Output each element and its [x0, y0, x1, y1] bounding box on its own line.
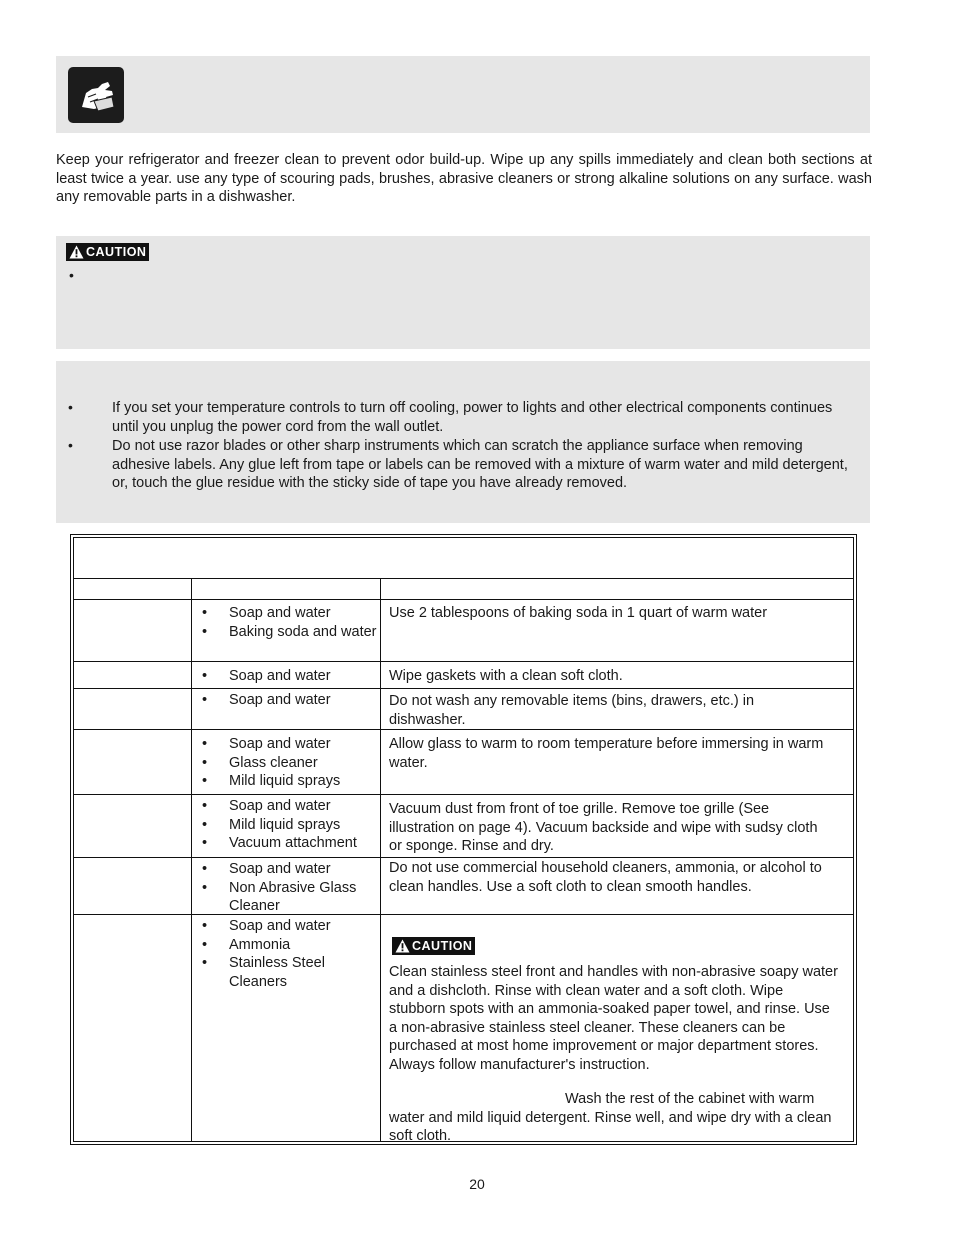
table-column-rule — [380, 578, 381, 1141]
row-4-directions: Allow glass to warm to room temperature before immersing in warm water. — [389, 736, 824, 771]
row-2-cleaning-agents — [195, 667, 380, 686]
note-bullet: • — [68, 437, 73, 453]
row-5-directions: Vacuum dust from front of toe grille. Remove toe grille (See illustration on page 4). Vacuum backside and wipe with sudsy cloth or sponge. Rinse and dry. — [389, 801, 818, 854]
caution-band — [56, 236, 870, 349]
list-item: • Stainless Steel Cleaners — [195, 954, 380, 991]
list-item: • Glass cleaner — [195, 754, 380, 773]
row-1-directions: Use 2 tablespoons of baking soda in 1 quart of warm water — [389, 605, 768, 621]
list-item: • Soap and water — [195, 735, 380, 754]
cleaning-table — [70, 534, 857, 1145]
list-item: • Vacuum attachment — [195, 834, 380, 853]
list-item: • Soap and water — [195, 691, 380, 710]
row-5-cleaning-agents — [195, 797, 380, 853]
note-bullet: • — [68, 399, 73, 415]
list-item: • Mild liquid sprays — [195, 772, 380, 791]
warning-triangle-icon — [69, 245, 84, 259]
caution-badge-label: CAUTION — [86, 245, 147, 259]
table-column-rule — [191, 578, 192, 1141]
row-7-directions-cabinet: Wash the rest of the cabinet with warm water and mild liquid detergent. Rinse well, and wipe dry with a clean soft cloth. — [389, 1091, 832, 1144]
list-item: • Soap and water — [195, 860, 380, 879]
list-item: • Soap and water — [195, 667, 380, 686]
warning-triangle-icon — [395, 939, 410, 953]
list-item: • Ammonia — [195, 936, 380, 955]
row-7-cleaning-agents — [195, 917, 380, 991]
hand-wiping-icon — [68, 67, 124, 123]
row-6-directions: Do not use commercial household cleaners, ammonia, or alcohol to clean handles. Use a soft cloth to clean smooth handles. — [389, 860, 822, 895]
list-item: • Baking soda and water — [195, 623, 380, 642]
row-4-cleaning-agents — [195, 735, 380, 791]
list-item: • Soap and water — [195, 917, 380, 936]
row-3-directions: Do not wash any removable items (bins, drawers, etc.) in dishwasher. — [389, 693, 755, 728]
list-item: • Soap and water — [195, 797, 380, 816]
note-power: If you set your temperature controls to turn off cooling, power to lights and other electrical components continues until you unplug the power cord from the wall outlet. — [112, 400, 833, 435]
list-item: • Soap and water — [195, 604, 380, 623]
list-item: • Non Abrasive Glass Cleaner — [195, 879, 380, 916]
list-item: • Mild liquid sprays — [195, 816, 380, 835]
page-number: 20 — [469, 1176, 485, 1192]
row-2-directions: Wipe gaskets with a clean soft cloth. — [389, 668, 623, 684]
row-7-caution-badge — [392, 937, 475, 955]
row-3-cleaning-agents — [195, 691, 380, 710]
notes-band — [56, 361, 870, 523]
cleaning-table-inner — [73, 537, 854, 1142]
caution-bullet: • — [69, 267, 74, 283]
intro-paragraph: Keep your refrigerator and freezer clean to prevent odor build-up. Wipe up any spills immediately and clean both sections at least twice a year. use any type of scouring pads, brushes, abrasive cleaners or strong alkaline solutions on any surface. wash any removable parts in a dishwasher. — [56, 152, 872, 205]
caution-badge — [66, 243, 149, 261]
note-adhesive-labels: Do not use razor blades or other sharp instruments which can scratch the appliance surface when removing adhesive labels. Any glue left from tape or labels can be removed with a mixture of warm water and mild detergent, or, touch the glue residue with the sticky side of tape you have already removed. — [112, 438, 848, 491]
header-band — [56, 56, 870, 133]
row-7-directions: Clean stainless steel front and handles with non-abrasive soapy water and a dishcloth. Rinse with clean water and a soft cloth. Wipe stubborn spots with an ammonia-soaked paper towel, and rinse. Use a non-abrasive stainless steel cleaner. These cleaners can be purchased at most home improvement or major department stores. Always follow manufacturer's instruction. — [389, 964, 838, 1073]
caution-badge-label: CAUTION — [412, 939, 473, 953]
row-6-cleaning-agents — [195, 860, 380, 916]
row-1-cleaning-agents — [195, 604, 380, 641]
